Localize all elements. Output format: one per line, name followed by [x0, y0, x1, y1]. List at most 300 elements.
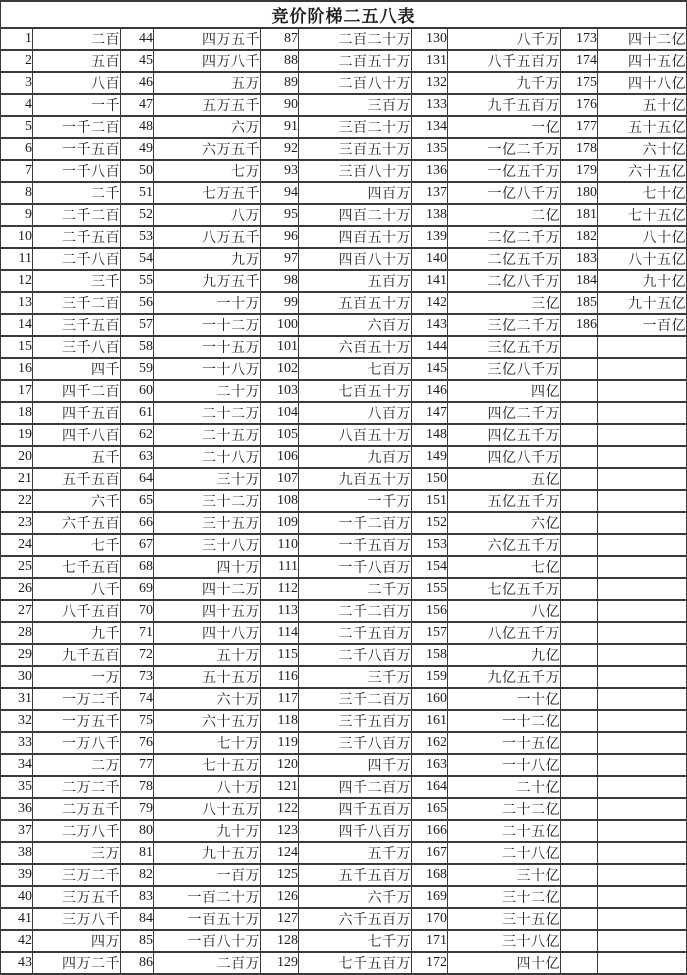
- row-index-cell: 180: [561, 182, 598, 204]
- row-index-cell: 51: [121, 182, 154, 204]
- page-title: 竞价阶梯二五八表: [1, 1, 687, 28]
- row-index-cell: 130: [412, 28, 448, 50]
- table-row: [1, 534, 687, 556]
- row-index-cell: 72: [121, 644, 154, 666]
- row-index-cell: [561, 336, 598, 358]
- price-value-cell: 二万五千: [33, 798, 121, 820]
- price-value-cell: 三十八万: [154, 534, 261, 556]
- row-index-cell: 104: [261, 402, 299, 424]
- table-row: [1, 424, 687, 446]
- row-index-cell: 167: [412, 842, 448, 864]
- price-value-cell: 二百: [33, 28, 121, 50]
- price-value-cell: 一十二万: [154, 314, 261, 336]
- price-value-cell: 三百二十万: [299, 116, 412, 138]
- price-value-cell: 二千二百: [33, 204, 121, 226]
- row-index-cell: 88: [261, 50, 299, 72]
- price-value-cell: 三十万: [154, 468, 261, 490]
- price-value-cell: 九千: [33, 622, 121, 644]
- table-row: [1, 402, 687, 424]
- price-value-cell: 八十五亿: [598, 248, 687, 270]
- price-value-cell: 一百二十万: [154, 886, 261, 908]
- price-value-cell: 四十八万: [154, 622, 261, 644]
- row-index-cell: 34: [1, 754, 33, 776]
- row-index-cell: 166: [412, 820, 448, 842]
- price-value-cell: 三万五千: [33, 886, 121, 908]
- price-value-cell: 四千: [33, 358, 121, 380]
- price-value-cell: 一千二百万: [299, 512, 412, 534]
- price-value-cell: 八千: [33, 578, 121, 600]
- price-value-cell: 四千五百万: [299, 798, 412, 820]
- row-index-cell: 110: [261, 534, 299, 556]
- price-value-cell: 五十五亿: [598, 116, 687, 138]
- price-value-cell: 四十亿: [448, 952, 561, 974]
- row-index-cell: 86: [121, 952, 154, 974]
- row-index-cell: 147: [412, 402, 448, 424]
- price-value-cell: 一万五千: [33, 710, 121, 732]
- row-index-cell: 9: [1, 204, 33, 226]
- table-row: [1, 886, 687, 908]
- row-index-cell: 134: [412, 116, 448, 138]
- row-index-cell: 138: [412, 204, 448, 226]
- row-index-cell: 120: [261, 754, 299, 776]
- price-value-cell: 九亿: [448, 644, 561, 666]
- row-index-cell: 43: [1, 952, 33, 974]
- price-value-cell: 四万八千: [154, 50, 261, 72]
- price-value-cell: 三百八十万: [299, 160, 412, 182]
- price-value-cell: 一千: [33, 94, 121, 116]
- table-row: [1, 270, 687, 292]
- price-value-cell: 六十万: [154, 688, 261, 710]
- row-index-cell: 131: [412, 50, 448, 72]
- price-value-cell: 三十二亿: [448, 886, 561, 908]
- row-index-cell: 183: [561, 248, 598, 270]
- price-value-cell: [598, 732, 687, 754]
- price-value-cell: [598, 380, 687, 402]
- row-index-cell: [561, 952, 598, 974]
- price-value-cell: [598, 578, 687, 600]
- price-value-cell: 三十亿: [448, 864, 561, 886]
- table-row: [1, 314, 687, 336]
- price-value-cell: 二百五十万: [299, 50, 412, 72]
- row-index-cell: 99: [261, 292, 299, 314]
- row-index-cell: 52: [121, 204, 154, 226]
- row-index-cell: 19: [1, 424, 33, 446]
- price-value-cell: [598, 952, 687, 974]
- row-index-cell: [561, 864, 598, 886]
- table-row: [1, 622, 687, 644]
- row-index-cell: 75: [121, 710, 154, 732]
- title-row: [1, 1, 687, 28]
- row-index-cell: 142: [412, 292, 448, 314]
- row-index-cell: 178: [561, 138, 598, 160]
- price-value-cell: 四万五千: [154, 28, 261, 50]
- row-index-cell: 113: [261, 600, 299, 622]
- price-value-cell: [598, 864, 687, 886]
- price-value-cell: 一十二亿: [448, 710, 561, 732]
- row-index-cell: 116: [261, 666, 299, 688]
- row-index-cell: 133: [412, 94, 448, 116]
- price-value-cell: 九万五千: [154, 270, 261, 292]
- row-index-cell: 83: [121, 886, 154, 908]
- price-value-cell: 五百: [33, 50, 121, 72]
- row-index-cell: [561, 512, 598, 534]
- row-index-cell: [561, 534, 598, 556]
- price-value-cell: 一千五百万: [299, 534, 412, 556]
- table-row: [1, 798, 687, 820]
- price-value-cell: 二千八百万: [299, 644, 412, 666]
- row-index-cell: 26: [1, 578, 33, 600]
- price-value-cell: 四百五十万: [299, 226, 412, 248]
- row-index-cell: 112: [261, 578, 299, 600]
- row-index-cell: 1: [1, 28, 33, 50]
- row-index-cell: 36: [1, 798, 33, 820]
- price-value-cell: 八百万: [299, 402, 412, 424]
- price-value-cell: [598, 424, 687, 446]
- table-row: [1, 28, 687, 50]
- price-value-cell: 五百五十万: [299, 292, 412, 314]
- price-value-cell: 九千五百万: [448, 94, 561, 116]
- price-value-cell: 八十万: [154, 776, 261, 798]
- table-row: [1, 512, 687, 534]
- row-index-cell: 33: [1, 732, 33, 754]
- row-index-cell: 90: [261, 94, 299, 116]
- row-index-cell: 125: [261, 864, 299, 886]
- row-index-cell: 79: [121, 798, 154, 820]
- row-index-cell: 177: [561, 116, 598, 138]
- row-index-cell: 45: [121, 50, 154, 72]
- row-index-cell: 15: [1, 336, 33, 358]
- price-value-cell: 五百万: [299, 270, 412, 292]
- price-value-cell: 二百八十万: [299, 72, 412, 94]
- price-value-cell: 二千: [33, 182, 121, 204]
- price-value-cell: 五万五千: [154, 94, 261, 116]
- row-index-cell: [561, 820, 598, 842]
- price-value-cell: 三千八百万: [299, 732, 412, 754]
- price-value-cell: 二十八万: [154, 446, 261, 468]
- row-index-cell: 64: [121, 468, 154, 490]
- row-index-cell: 168: [412, 864, 448, 886]
- row-index-cell: 2: [1, 50, 33, 72]
- row-index-cell: 141: [412, 270, 448, 292]
- row-index-cell: 76: [121, 732, 154, 754]
- price-value-cell: 二千万: [299, 578, 412, 600]
- price-value-cell: 四千二百万: [299, 776, 412, 798]
- price-value-cell: 三千二百万: [299, 688, 412, 710]
- row-index-cell: 135: [412, 138, 448, 160]
- row-index-cell: 109: [261, 512, 299, 534]
- price-value-cell: 八千万: [448, 28, 561, 50]
- price-value-cell: 二百二十万: [299, 28, 412, 50]
- price-value-cell: [598, 556, 687, 578]
- row-index-cell: 176: [561, 94, 598, 116]
- price-value-cell: [598, 600, 687, 622]
- row-index-cell: 93: [261, 160, 299, 182]
- price-value-cell: 八千五百: [33, 600, 121, 622]
- row-index-cell: 7: [1, 160, 33, 182]
- row-index-cell: 47: [121, 94, 154, 116]
- row-index-cell: 106: [261, 446, 299, 468]
- row-index-cell: 92: [261, 138, 299, 160]
- price-value-cell: 一亿二千万: [448, 138, 561, 160]
- price-value-cell: [598, 336, 687, 358]
- price-value-cell: 二万二千: [33, 776, 121, 798]
- price-value-cell: 一亿五千万: [448, 160, 561, 182]
- price-value-cell: 四十万: [154, 556, 261, 578]
- table-row: [1, 468, 687, 490]
- price-value-cell: 二亿二千万: [448, 226, 561, 248]
- row-index-cell: 16: [1, 358, 33, 380]
- price-value-cell: 七亿: [448, 556, 561, 578]
- row-index-cell: 122: [261, 798, 299, 820]
- row-index-cell: 69: [121, 578, 154, 600]
- price-value-cell: 四十二亿: [598, 28, 687, 50]
- row-index-cell: 60: [121, 380, 154, 402]
- price-value-cell: 一千万: [299, 490, 412, 512]
- price-value-cell: 六百万: [299, 314, 412, 336]
- row-index-cell: 89: [261, 72, 299, 94]
- price-value-cell: 四千八百万: [299, 820, 412, 842]
- row-index-cell: 186: [561, 314, 598, 336]
- row-index-cell: 170: [412, 908, 448, 930]
- price-value-cell: [598, 886, 687, 908]
- row-index-cell: 111: [261, 556, 299, 578]
- price-value-cell: 一千五百: [33, 138, 121, 160]
- price-value-cell: 九千五百: [33, 644, 121, 666]
- price-value-cell: 一百亿: [598, 314, 687, 336]
- table-row: [1, 732, 687, 754]
- price-value-cell: 八十五万: [154, 798, 261, 820]
- price-value-cell: 二千五百万: [299, 622, 412, 644]
- table-row: [1, 94, 687, 116]
- row-index-cell: 18: [1, 402, 33, 424]
- price-value-cell: 六万: [154, 116, 261, 138]
- price-value-cell: 三亿八千万: [448, 358, 561, 380]
- price-value-cell: 九百万: [299, 446, 412, 468]
- row-index-cell: 163: [412, 754, 448, 776]
- row-index-cell: 128: [261, 930, 299, 952]
- price-value-cell: 五千: [33, 446, 121, 468]
- row-index-cell: 157: [412, 622, 448, 644]
- row-index-cell: 4: [1, 94, 33, 116]
- table-row: [1, 842, 687, 864]
- table-row: [1, 864, 687, 886]
- table-row: [1, 182, 687, 204]
- price-value-cell: 七十万: [154, 732, 261, 754]
- row-index-cell: 3: [1, 72, 33, 94]
- price-value-cell: 八千五百万: [448, 50, 561, 72]
- row-index-cell: 6: [1, 138, 33, 160]
- price-value-cell: 二亿八千万: [448, 270, 561, 292]
- table-row: [1, 952, 687, 974]
- row-index-cell: 174: [561, 50, 598, 72]
- row-index-cell: 21: [1, 468, 33, 490]
- price-value-cell: 二十亿: [448, 776, 561, 798]
- row-index-cell: 100: [261, 314, 299, 336]
- price-value-cell: 四千八百: [33, 424, 121, 446]
- price-value-cell: 五十万: [154, 644, 261, 666]
- table-row: [1, 820, 687, 842]
- row-index-cell: 185: [561, 292, 598, 314]
- table-row: [1, 336, 687, 358]
- price-value-cell: [598, 710, 687, 732]
- row-index-cell: 31: [1, 688, 33, 710]
- row-index-cell: 8: [1, 182, 33, 204]
- row-index-cell: [561, 886, 598, 908]
- price-value-cell: 六千五百万: [299, 908, 412, 930]
- price-value-cell: 六十五亿: [598, 160, 687, 182]
- price-value-cell: 四十五万: [154, 600, 261, 622]
- price-value-cell: 九百五十万: [299, 468, 412, 490]
- row-index-cell: 136: [412, 160, 448, 182]
- price-value-cell: 五十亿: [598, 94, 687, 116]
- row-index-cell: [561, 754, 598, 776]
- price-value-cell: 五千五百: [33, 468, 121, 490]
- row-index-cell: 182: [561, 226, 598, 248]
- price-value-cell: [598, 490, 687, 512]
- price-value-cell: 一千二百: [33, 116, 121, 138]
- price-value-cell: 二十二万: [154, 402, 261, 424]
- row-index-cell: 145: [412, 358, 448, 380]
- price-value-cell: 五亿: [448, 468, 561, 490]
- row-index-cell: 152: [412, 512, 448, 534]
- row-index-cell: 56: [121, 292, 154, 314]
- price-value-cell: 一千八百: [33, 160, 121, 182]
- row-index-cell: 10: [1, 226, 33, 248]
- price-value-cell: 四十八亿: [598, 72, 687, 94]
- row-index-cell: 87: [261, 28, 299, 50]
- table-row: [1, 204, 687, 226]
- price-value-cell: 二十八亿: [448, 842, 561, 864]
- row-index-cell: 171: [412, 930, 448, 952]
- price-value-cell: 二亿五千万: [448, 248, 561, 270]
- price-value-cell: 八十亿: [598, 226, 687, 248]
- row-index-cell: 158: [412, 644, 448, 666]
- price-value-cell: 四万二千: [33, 952, 121, 974]
- price-value-cell: 八百五十万: [299, 424, 412, 446]
- row-index-cell: 85: [121, 930, 154, 952]
- row-index-cell: 108: [261, 490, 299, 512]
- row-index-cell: 161: [412, 710, 448, 732]
- price-value-cell: 六亿: [448, 512, 561, 534]
- row-index-cell: [561, 490, 598, 512]
- price-value-cell: 二十万: [154, 380, 261, 402]
- price-value-cell: 四十五亿: [598, 50, 687, 72]
- price-value-cell: 三千二百: [33, 292, 121, 314]
- price-value-cell: 一十亿: [448, 688, 561, 710]
- price-value-cell: 七十五万: [154, 754, 261, 776]
- row-index-cell: 91: [261, 116, 299, 138]
- row-index-cell: 107: [261, 468, 299, 490]
- table-row: [1, 556, 687, 578]
- price-value-cell: [598, 776, 687, 798]
- price-value-cell: 五万: [154, 72, 261, 94]
- price-value-cell: 五十五万: [154, 666, 261, 688]
- row-index-cell: 114: [261, 622, 299, 644]
- table-row: [1, 578, 687, 600]
- price-value-cell: 三万二千: [33, 864, 121, 886]
- price-value-cell: 五千五百万: [299, 864, 412, 886]
- price-value-cell: [598, 930, 687, 952]
- price-value-cell: 七千五百: [33, 556, 121, 578]
- row-index-cell: 175: [561, 72, 598, 94]
- price-value-cell: 九十五万: [154, 842, 261, 864]
- row-index-cell: 48: [121, 116, 154, 138]
- row-index-cell: 146: [412, 380, 448, 402]
- row-index-cell: [561, 578, 598, 600]
- row-index-cell: 70: [121, 600, 154, 622]
- row-index-cell: 121: [261, 776, 299, 798]
- price-value-cell: 二十二亿: [448, 798, 561, 820]
- price-value-cell: 二百万: [154, 952, 261, 974]
- row-index-cell: 117: [261, 688, 299, 710]
- price-value-cell: 四亿八千万: [448, 446, 561, 468]
- price-value-cell: 六百五十万: [299, 336, 412, 358]
- price-value-cell: 一千八百万: [299, 556, 412, 578]
- price-value-cell: 二千五百: [33, 226, 121, 248]
- price-value-cell: [598, 842, 687, 864]
- price-value-cell: [598, 666, 687, 688]
- row-index-cell: 65: [121, 490, 154, 512]
- price-value-cell: 四亿: [448, 380, 561, 402]
- row-index-cell: 39: [1, 864, 33, 886]
- row-index-cell: 59: [121, 358, 154, 380]
- price-value-cell: 一万: [33, 666, 121, 688]
- row-index-cell: [561, 600, 598, 622]
- row-index-cell: 162: [412, 732, 448, 754]
- row-index-cell: 119: [261, 732, 299, 754]
- price-value-cell: 五亿五千万: [448, 490, 561, 512]
- row-index-cell: 103: [261, 380, 299, 402]
- row-index-cell: 132: [412, 72, 448, 94]
- row-index-cell: [561, 358, 598, 380]
- price-value-cell: 一百五十万: [154, 908, 261, 930]
- row-index-cell: 22: [1, 490, 33, 512]
- row-index-cell: 61: [121, 402, 154, 424]
- price-value-cell: 三万八千: [33, 908, 121, 930]
- row-index-cell: 165: [412, 798, 448, 820]
- price-value-cell: 二万: [33, 754, 121, 776]
- row-index-cell: 41: [1, 908, 33, 930]
- price-value-cell: 二千八百: [33, 248, 121, 270]
- table-row: [1, 490, 687, 512]
- row-index-cell: 54: [121, 248, 154, 270]
- row-index-cell: 57: [121, 314, 154, 336]
- price-value-cell: 四千五百: [33, 402, 121, 424]
- price-value-cell: 一亿: [448, 116, 561, 138]
- price-value-cell: 七万五千: [154, 182, 261, 204]
- row-index-cell: 27: [1, 600, 33, 622]
- row-index-cell: 81: [121, 842, 154, 864]
- price-value-cell: [598, 468, 687, 490]
- table-row: [1, 72, 687, 94]
- row-index-cell: 50: [121, 160, 154, 182]
- price-value-cell: 一万八千: [33, 732, 121, 754]
- row-index-cell: 71: [121, 622, 154, 644]
- row-index-cell: 148: [412, 424, 448, 446]
- price-value-cell: 二十五亿: [448, 820, 561, 842]
- row-index-cell: 181: [561, 204, 598, 226]
- row-index-cell: 80: [121, 820, 154, 842]
- price-value-cell: 四十二万: [154, 578, 261, 600]
- row-index-cell: 154: [412, 556, 448, 578]
- row-index-cell: 159: [412, 666, 448, 688]
- row-index-cell: 58: [121, 336, 154, 358]
- price-value-cell: 七十五亿: [598, 204, 687, 226]
- table-row: [1, 666, 687, 688]
- price-value-cell: 四百二十万: [299, 204, 412, 226]
- price-value-cell: 四百八十万: [299, 248, 412, 270]
- price-value-cell: 六千: [33, 490, 121, 512]
